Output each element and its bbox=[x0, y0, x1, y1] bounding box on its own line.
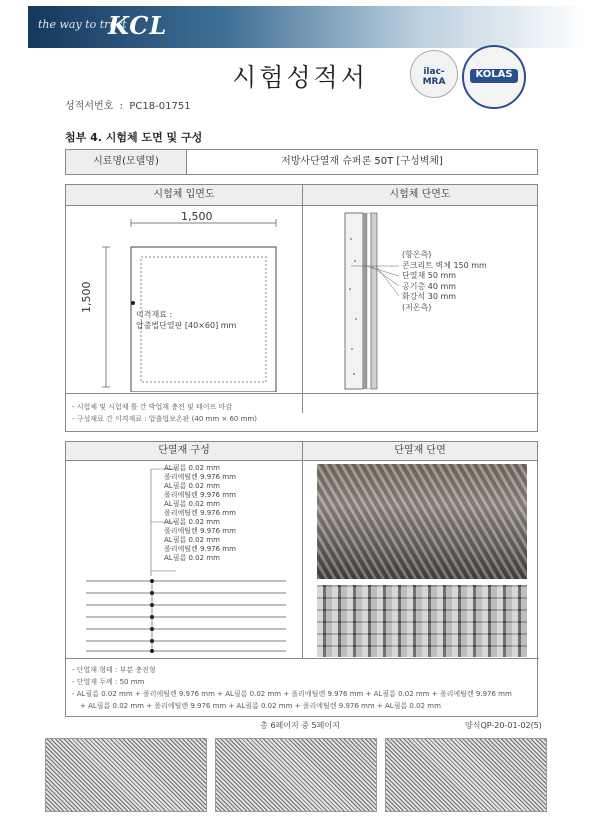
list-item: AL필름 0.02 mm bbox=[164, 500, 220, 508]
sample-label: 시료명(모델명) bbox=[66, 150, 187, 174]
notes-2: - 단열재 형태 : 부분 충진형 - 단열재 두께 : 50 mm - AL필름 0.02 mm + 폴리에틸렌 9.976 mm + AL필름 0.02 mm + 폴리에틸렌 9.976 mm + AL필름 0.02 mm + 폴리에틸렌 9.976 mm + AL필름 0.02 mm + 폴리에틸렌 9.976 mm + AL필름 0.02 mm + 폴리에틸렌 9.976 mm + AL필름 0.02 mm bbox=[72, 666, 512, 710]
header-banner bbox=[28, 6, 588, 48]
page-count: 총 6페이지 중 5페이지 bbox=[260, 721, 340, 730]
list-item: 폴리에틸렌 9.976 mm bbox=[164, 527, 236, 535]
list-item: AL필름 0.02 mm bbox=[164, 554, 220, 562]
kcl-logo: KCL bbox=[108, 11, 168, 40]
insulation-photo-top bbox=[317, 464, 527, 579]
elevation-header: 시험체 입면도 bbox=[66, 185, 303, 206]
spacer-label: 이격재료 : 압출법단열판 [40×60] mm bbox=[136, 310, 237, 330]
section-leader-lines bbox=[351, 263, 401, 323]
list-item: AL필름 0.02 mm bbox=[164, 482, 220, 490]
layer-list bbox=[164, 464, 236, 563]
layer-stack-diagram bbox=[86, 579, 296, 654]
slogan: the way to trust bbox=[38, 18, 127, 31]
elevation-drawing bbox=[86, 207, 296, 392]
form-number: 양식QP-20-01-02(5) bbox=[465, 721, 542, 730]
page-title: 시험성적서 bbox=[232, 63, 368, 92]
security-pattern bbox=[45, 738, 207, 812]
sample-row bbox=[65, 149, 538, 175]
section-header: 시험체 단면도 bbox=[303, 185, 537, 206]
insulation-photo-bottom bbox=[317, 585, 527, 657]
kolas-seal: KOLAS bbox=[462, 45, 526, 109]
list-item: 폴리에틸렌 9.976 mm bbox=[164, 545, 236, 553]
notes-1: - 시험체 및 시험체 틀 간 박업재 충전 및 테이프 마감 - 구성재료 간 이격재료 : 압출법보온판 (40 mm × 60 mm) bbox=[72, 403, 257, 423]
list-item: 폴리에틸렌 9.976 mm bbox=[164, 509, 236, 517]
security-pattern bbox=[385, 738, 547, 812]
insulation-panel bbox=[65, 441, 538, 717]
sample-value: 저방사단열재 슈퍼론 50T [구성벽체] bbox=[281, 156, 443, 167]
ilac-mra-seal: ilac-MRA bbox=[410, 50, 458, 98]
drawing-panel bbox=[65, 184, 538, 432]
section-labels: (항온측) 콘크리트 벽체 150 mm 단열재 50 mm 공기층 40 mm 화강석 30 mm (저온측) bbox=[402, 250, 487, 312]
list-item: 폴리에틸렌 9.976 mm bbox=[164, 491, 236, 499]
width-dimension: 1,500 bbox=[181, 210, 213, 223]
cross-section-header: 단열재 단면 bbox=[303, 442, 537, 461]
list-item: AL필름 0.02 mm bbox=[164, 464, 220, 472]
list-item: AL필름 0.02 mm bbox=[164, 536, 220, 544]
section-title: 첨부 4. 시험체 도면 및 구성 bbox=[65, 131, 203, 144]
list-item: 폴리에틸렌 9.976 mm bbox=[164, 473, 236, 481]
security-pattern bbox=[215, 738, 377, 812]
list-item: AL필름 0.02 mm bbox=[164, 518, 220, 526]
cert-number: 성적서번호 : PC18-01751 bbox=[65, 101, 191, 112]
height-dimension: 1,500 bbox=[80, 281, 93, 313]
composition-header: 단열재 구성 bbox=[66, 442, 303, 461]
